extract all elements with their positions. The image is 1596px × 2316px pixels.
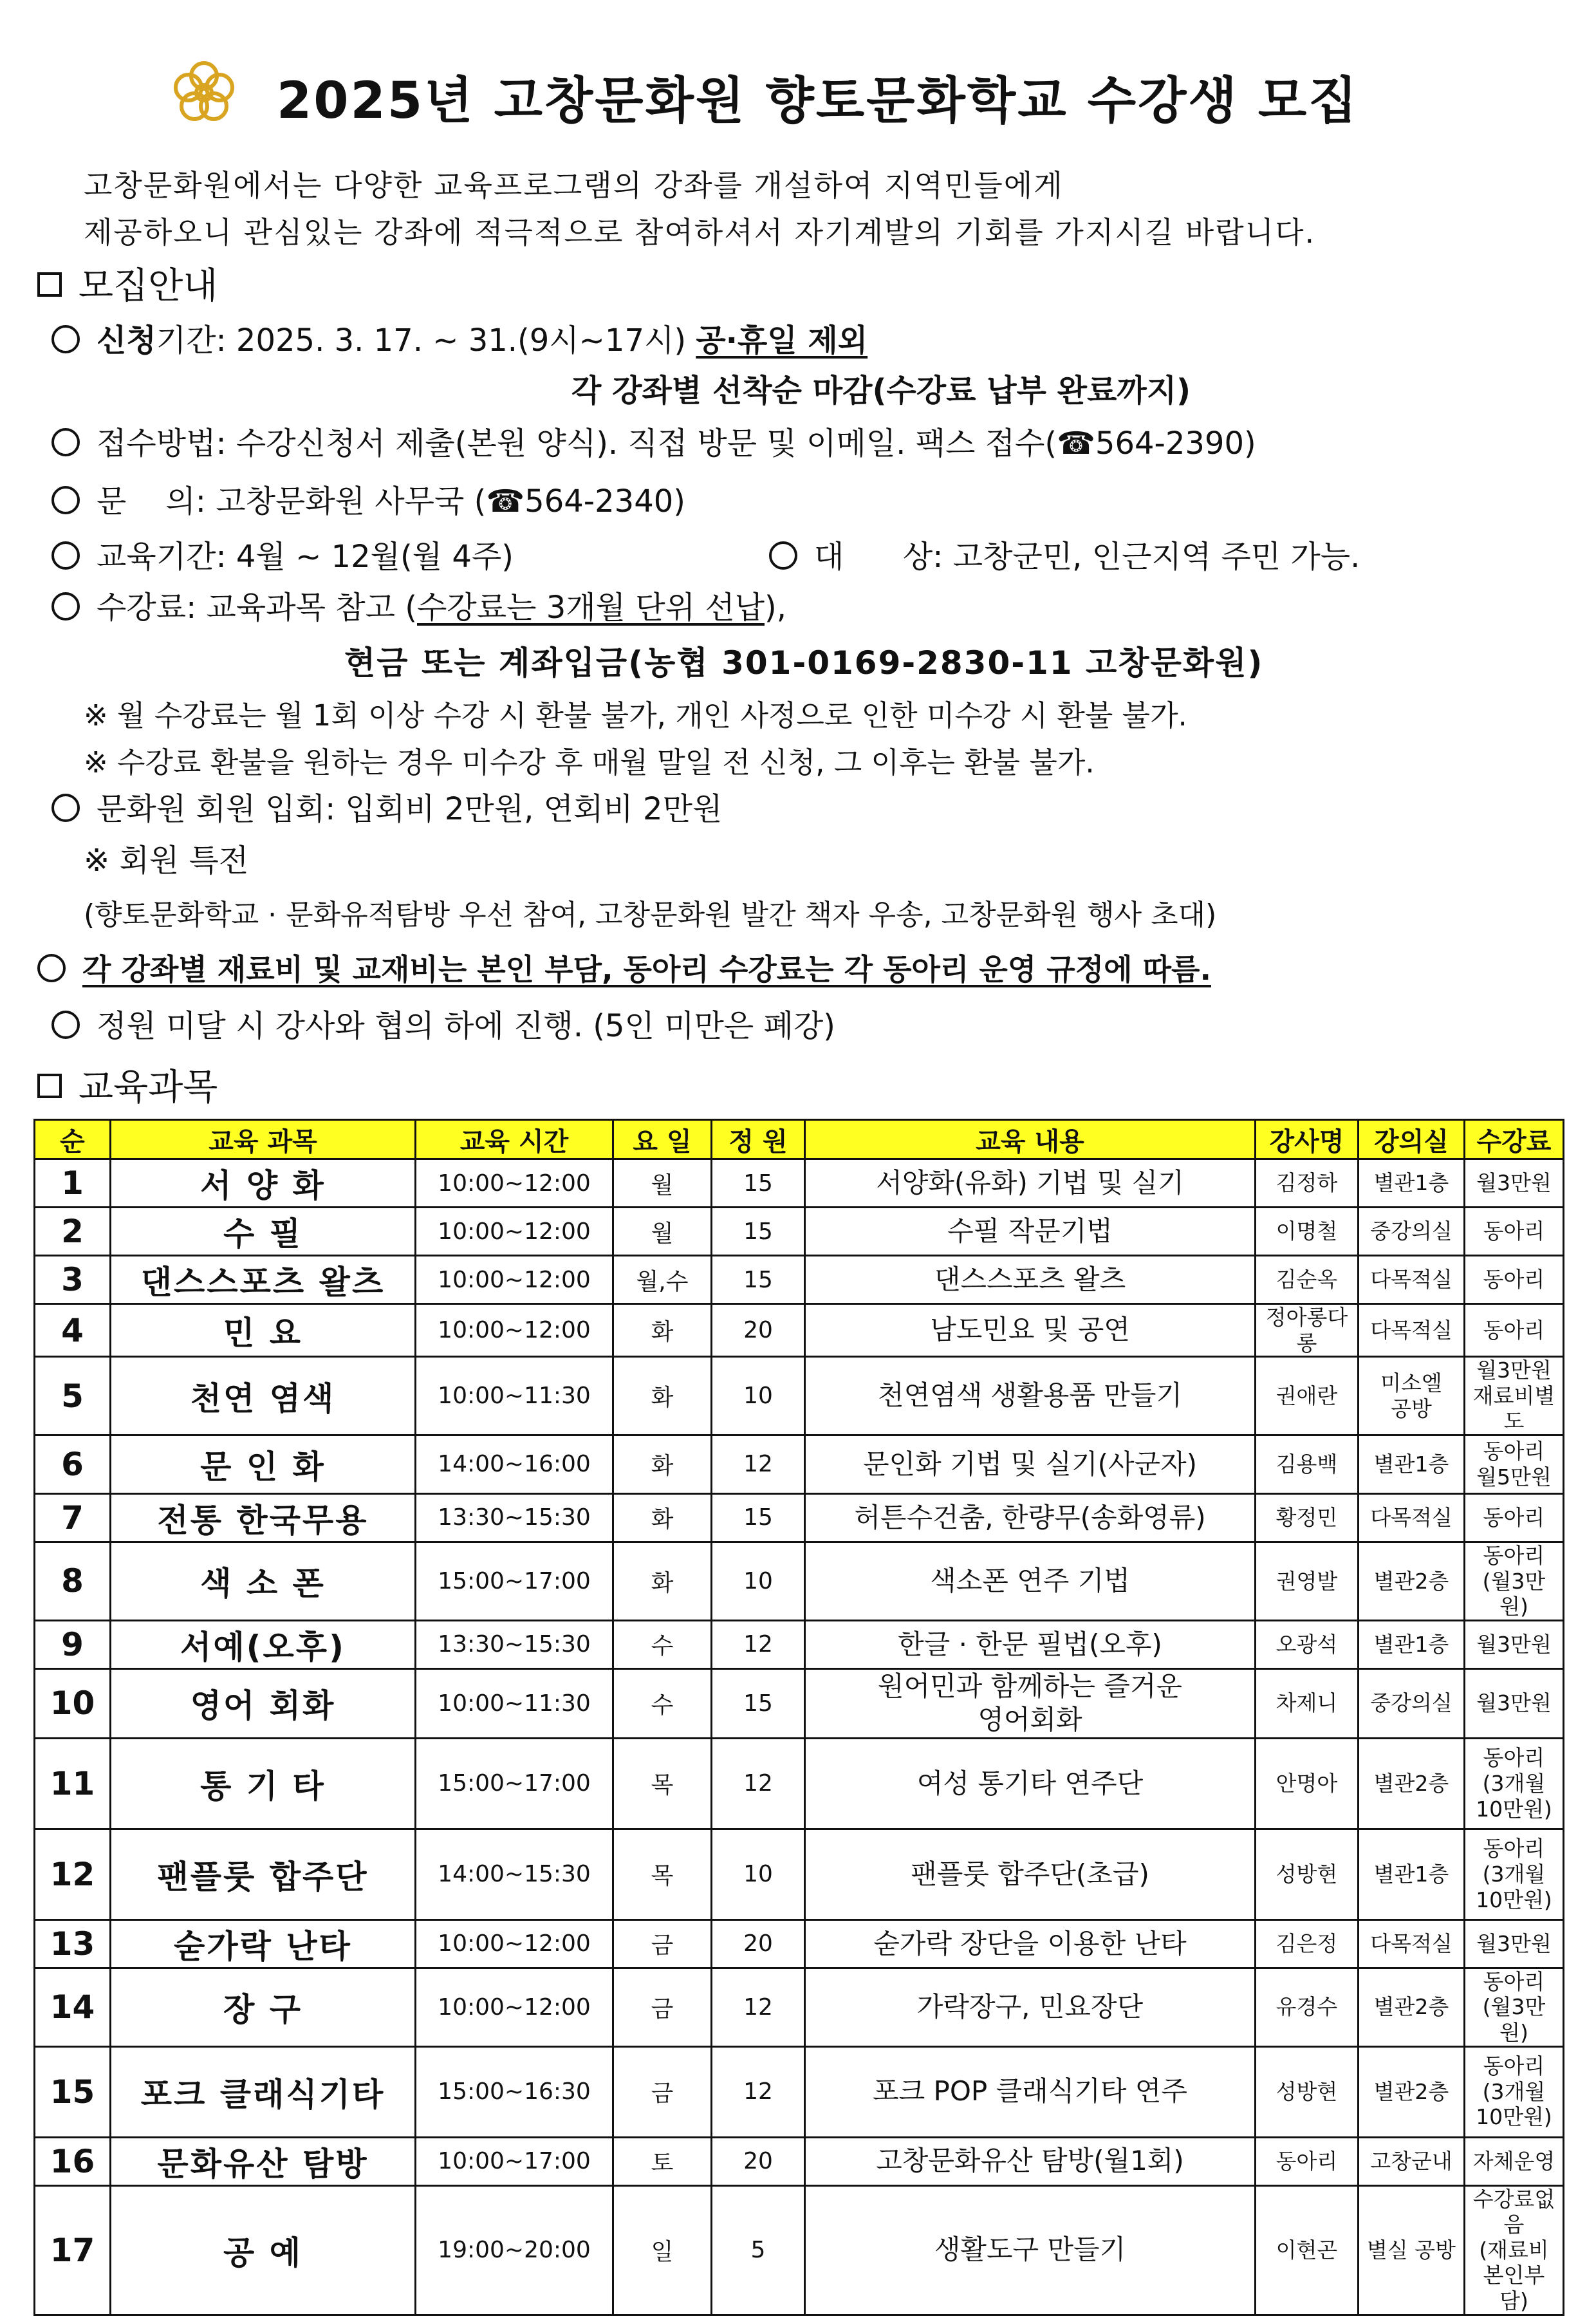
- cell-room: 별관2층: [1359, 1738, 1465, 1829]
- cell-day: 월: [613, 1208, 712, 1256]
- cell-time: 15:00~16:30: [416, 2046, 613, 2137]
- minimum-enrollment-line: 정원 미달 시 강사와 협의 하에 진행. (5인 미만은 폐강): [51, 1001, 835, 1045]
- refund-note-1: ※ 월 수강료는 월 1회 이상 수강 시 환불 불가, 개인 사정으로 인한 미수강 시 환불 불가.: [84, 698, 1187, 733]
- cell-day: 화: [613, 1357, 712, 1435]
- table-row: [35, 1668, 1564, 1738]
- cell-capacity: 15: [712, 1668, 805, 1738]
- cell-fee: 월3만원 재료비별도: [1465, 1357, 1564, 1435]
- cell-capacity: 15: [712, 1208, 805, 1256]
- cell-fee: 동아리 (월3만원): [1465, 1968, 1564, 2046]
- circle-bullet-icon: [37, 954, 66, 982]
- cultural-center-logo-icon: [169, 57, 239, 127]
- intro-line-2: 제공하오니 관심있는 강좌에 적극적으로 참여하셔서 자기계발의 기회를 가지시길 바랍니다.: [84, 215, 1316, 250]
- cell-time: 19:00~20:00: [416, 2185, 613, 2315]
- table-row: [35, 2185, 1564, 2315]
- cell-teacher: 이명철: [1256, 1208, 1359, 1256]
- cell-content: 서양화(유화) 기법 및 실기: [805, 1159, 1256, 1208]
- cell-teacher: 황정민: [1256, 1493, 1359, 1542]
- cell-capacity: 12: [712, 1620, 805, 1668]
- apply-deadline-text: 각 강좌별 선착순 마감(수강료 납부 완료까지): [571, 373, 1191, 409]
- cell-teacher: 김순옥: [1256, 1256, 1359, 1304]
- cell-content: 가락장구, 민요장단: [805, 1968, 1256, 2046]
- cell-capacity: 5: [712, 2185, 805, 2315]
- refund-note-2: ※ 수강료 환불을 원하는 경우 미수강 후 매월 말일 전 신청, 그 이후는 환불 불가.: [84, 745, 1095, 780]
- cell-time: 10:00~12:00: [416, 1256, 613, 1304]
- cell-time: 10:00~12:00: [416, 1968, 613, 2046]
- cell-time: 14:00~15:30: [416, 1829, 613, 1919]
- cell-no: 5: [35, 1357, 111, 1435]
- cell-teacher: 정아롱다롱: [1256, 1304, 1359, 1357]
- cell-content: 고창문화유산 탐방(월1회): [805, 2137, 1256, 2185]
- cell-no: 13: [35, 1919, 111, 1968]
- cell-teacher: 유경수: [1256, 1968, 1359, 2046]
- cell-time: 13:30~15:30: [416, 1620, 613, 1668]
- header-no: 순: [35, 1120, 111, 1159]
- cell-teacher: 성방현: [1256, 2046, 1359, 2137]
- materials-cost-line: 각 강좌별 재료비 및 교재비는 본인 부담, 동아리 수강료는 각 동아리 운영 규정에 따름.: [37, 946, 1211, 989]
- cell-time: 15:00~17:00: [416, 1738, 613, 1829]
- cell-capacity: 20: [712, 1919, 805, 1968]
- circle-bullet-icon: [51, 794, 80, 822]
- cell-day: 화: [613, 1542, 712, 1620]
- cell-no: 11: [35, 1738, 111, 1829]
- cell-capacity: 15: [712, 1256, 805, 1304]
- cell-day: 일: [613, 2185, 712, 2315]
- table-row: [35, 1435, 1564, 1493]
- cell-day: 금: [613, 1919, 712, 1968]
- cell-day: 토: [613, 2137, 712, 2185]
- cell-no: 3: [35, 1256, 111, 1304]
- table-row: [35, 1208, 1564, 1256]
- cell-no: 17: [35, 2185, 111, 2315]
- cell-teacher: 오광석: [1256, 1620, 1359, 1668]
- cell-content: 생활도구 만들기: [805, 2185, 1256, 2315]
- cell-time: 10:00~12:00: [416, 1304, 613, 1357]
- course-table: [33, 1119, 1564, 2316]
- cell-capacity: 12: [712, 1435, 805, 1493]
- cell-course-name: 문 인 화: [111, 1435, 416, 1493]
- cell-room: 별관2층: [1359, 1968, 1465, 2046]
- cell-fee: 동아리: [1465, 1304, 1564, 1357]
- membership-line: 문화원 회원 입회: 입회비 2만원, 연회비 2만원: [51, 784, 722, 828]
- payment-account-text: 현금 또는 계좌입금(농협 301-0169-2830-11 고창문화원): [344, 644, 1264, 682]
- header-day: 요 일: [613, 1120, 712, 1159]
- cell-fee: 동아리: [1465, 1256, 1564, 1304]
- cell-capacity: 10: [712, 1542, 805, 1620]
- cell-no: 14: [35, 1968, 111, 2046]
- target-line: 대 상: 고창군민, 인근지역 주민 가능.: [769, 532, 1360, 576]
- cell-content: 한글 · 한문 필법(오후): [805, 1620, 1256, 1668]
- cell-capacity: 10: [712, 1357, 805, 1435]
- header-teacher: 강사명: [1256, 1120, 1359, 1159]
- cell-capacity: 20: [712, 2137, 805, 2185]
- education-period-line: 교육기간: 4월 ~ 12월(월 4주): [51, 532, 514, 576]
- cell-course-name: 서예(오후): [111, 1620, 416, 1668]
- cell-time: 14:00~16:00: [416, 1435, 613, 1493]
- header-capacity: 정 원: [712, 1120, 805, 1159]
- cell-teacher: 차제니: [1256, 1668, 1359, 1738]
- apply-period-line: [51, 315, 868, 360]
- cell-course-name: 색 소 폰: [111, 1542, 416, 1620]
- cell-fee: 동아리 (3개월 10만원): [1465, 1829, 1564, 1919]
- cell-capacity: 15: [712, 1493, 805, 1542]
- inquiry-line: 문 의: 고창문화원 사무국 (☎564-2340): [51, 476, 685, 521]
- section-courses-heading: 교육과목: [37, 1059, 218, 1110]
- cell-fee: 자체운영: [1465, 2137, 1564, 2185]
- cell-fee: 월3만원: [1465, 1620, 1564, 1668]
- cell-content: 원어민과 함께하는 즐거운 영어회화: [805, 1668, 1256, 1738]
- table-row: [35, 1493, 1564, 1542]
- cell-day: 목: [613, 1738, 712, 1829]
- cell-no: 10: [35, 1668, 111, 1738]
- cell-day: 목: [613, 1829, 712, 1919]
- cell-room: 별관1층: [1359, 1159, 1465, 1208]
- member-benefit-title: ※ 회원 특전: [84, 843, 249, 879]
- cell-no: 4: [35, 1304, 111, 1357]
- cell-teacher: 권애란: [1256, 1357, 1359, 1435]
- cell-teacher: 김정하: [1256, 1159, 1359, 1208]
- cell-content: 팬플룻 합주단(초급): [805, 1829, 1256, 1919]
- tuition-line: 수강료: 교육과목 참고 (수강료는 3개월 단위 선납),: [51, 583, 786, 627]
- cell-fee: 월3만원: [1465, 1668, 1564, 1738]
- cell-content: 댄스스포츠 왈츠: [805, 1256, 1256, 1304]
- cell-day: 월,수: [613, 1256, 712, 1304]
- table-row: [35, 1304, 1564, 1357]
- table-row: [35, 2137, 1564, 2185]
- table-row: [35, 1159, 1564, 1208]
- cell-content: 숟가락 장단을 이용한 난타: [805, 1919, 1256, 1968]
- cell-course-name: 포크 클래식기타: [111, 2046, 416, 2137]
- cell-teacher: 이현곤: [1256, 2185, 1359, 2315]
- cell-course-name: 공 예: [111, 2185, 416, 2315]
- cell-content: 포크 POP 클래식기타 연주: [805, 2046, 1256, 2137]
- cell-day: 월: [613, 1159, 712, 1208]
- cell-room: 다목적실: [1359, 1304, 1465, 1357]
- table-row: [35, 1919, 1564, 1968]
- apply-holiday-text: 공·휴일 제외: [696, 322, 868, 359]
- cell-teacher: 동아리: [1256, 2137, 1359, 2185]
- cell-fee: 동아리 월5만원: [1465, 1435, 1564, 1493]
- title-row: [0, 57, 1596, 147]
- cell-course-name: 통 기 타: [111, 1738, 416, 1829]
- cell-course-name: 댄스스포츠 왈츠: [111, 1256, 416, 1304]
- table-row: [35, 1738, 1564, 1829]
- cell-teacher: 성방현: [1256, 1829, 1359, 1919]
- cell-content: 허튼수건춤, 한량무(송화영류): [805, 1493, 1256, 1542]
- apply-label: 신청: [97, 322, 156, 359]
- circle-bullet-icon: [51, 1011, 80, 1039]
- intro-line-1: 고창문화원에서는 다양한 교육프로그램의 강좌를 개설하여 지역민들에게: [84, 168, 1064, 203]
- cell-course-name: 민 요: [111, 1304, 416, 1357]
- cell-capacity: 15: [712, 1159, 805, 1208]
- cell-content: 남도민요 및 공연: [805, 1304, 1256, 1357]
- cell-content: 수필 작문기법: [805, 1208, 1256, 1256]
- cell-capacity: 20: [712, 1304, 805, 1357]
- cell-course-name: 문화유산 탐방: [111, 2137, 416, 2185]
- cell-day: 금: [613, 1968, 712, 2046]
- cell-content: 여성 통기타 연주단: [805, 1738, 1256, 1829]
- cell-no: 8: [35, 1542, 111, 1620]
- square-bullet-icon: [37, 272, 62, 297]
- cell-time: 10:00~12:00: [416, 1159, 613, 1208]
- cell-day: 화: [613, 1493, 712, 1542]
- cell-fee: 월3만원: [1465, 1159, 1564, 1208]
- cell-fee: 동아리 (3개월 10만원): [1465, 1738, 1564, 1829]
- cell-time: 10:00~12:00: [416, 1208, 613, 1256]
- cell-fee: 동아리: [1465, 1493, 1564, 1542]
- cell-course-name: 수 필: [111, 1208, 416, 1256]
- cell-teacher: 김용백: [1256, 1435, 1359, 1493]
- cell-time: 13:30~15:30: [416, 1493, 613, 1542]
- member-benefit-text: (향토문화학교 · 문화유적탐방 우선 참여, 고창문화원 발간 책자 우송, 고창문화원 행사 초대): [84, 899, 1217, 931]
- cell-teacher: 권영발: [1256, 1542, 1359, 1620]
- cell-no: 2: [35, 1208, 111, 1256]
- cell-no: 6: [35, 1435, 111, 1493]
- cell-teacher: 김은정: [1256, 1919, 1359, 1968]
- cell-content: 문인화 기법 및 실기(사군자): [805, 1435, 1256, 1493]
- cell-no: 16: [35, 2137, 111, 2185]
- table-row: [35, 1620, 1564, 1668]
- cell-time: 10:00~12:00: [416, 1919, 613, 1968]
- cell-no: 9: [35, 1620, 111, 1668]
- table-row: [35, 1829, 1564, 1919]
- circle-bullet-icon: [769, 541, 797, 570]
- cell-time: 10:00~17:00: [416, 2137, 613, 2185]
- cell-course-name: 장 구: [111, 1968, 416, 2046]
- table-row: [35, 1256, 1564, 1304]
- cell-course-name: 팬플룻 합주단: [111, 1829, 416, 1919]
- cell-content: 천연염색 생활용품 만들기: [805, 1357, 1256, 1435]
- cell-room: 중강의실: [1359, 1208, 1465, 1256]
- cell-no: 7: [35, 1493, 111, 1542]
- cell-capacity: 12: [712, 2046, 805, 2137]
- header-fee: 수강료: [1465, 1120, 1564, 1159]
- table-row: [35, 2046, 1564, 2137]
- cell-day: 수: [613, 1668, 712, 1738]
- cell-day: 화: [613, 1435, 712, 1493]
- cell-room: 별관2층: [1359, 2046, 1465, 2137]
- cell-room: 다목적실: [1359, 1919, 1465, 1968]
- cell-capacity: 12: [712, 1738, 805, 1829]
- cell-course-name: 숟가락 난타: [111, 1919, 416, 1968]
- table-row: [35, 1357, 1564, 1435]
- cell-content: 색소폰 연주 기법: [805, 1542, 1256, 1620]
- cell-room: 다목적실: [1359, 1256, 1465, 1304]
- cell-room: 미소엘 공방: [1359, 1357, 1465, 1435]
- cell-no: 12: [35, 1829, 111, 1919]
- table-header-row: [35, 1120, 1564, 1159]
- cell-course-name: 천연 염색: [111, 1357, 416, 1435]
- cell-room: 별관1층: [1359, 1435, 1465, 1493]
- cell-room: 별관1층: [1359, 1620, 1465, 1668]
- square-bullet-icon: [37, 1074, 62, 1098]
- cell-time: 15:00~17:00: [416, 1542, 613, 1620]
- cell-no: 1: [35, 1159, 111, 1208]
- table-row: [35, 1968, 1564, 2046]
- header-course: 교육 과목: [111, 1120, 416, 1159]
- apply-period-text: 기간: 2025. 3. 17. ~ 31.(9시~17시): [156, 322, 696, 359]
- cell-time: 10:00~11:30: [416, 1357, 613, 1435]
- cell-room: 별관2층: [1359, 1542, 1465, 1620]
- cell-course-name: 전통 한국무용: [111, 1493, 416, 1542]
- cell-capacity: 12: [712, 1968, 805, 2046]
- page-title: 2025년 고창문화원 향토문화학교 수강생 모집: [277, 72, 1359, 130]
- cell-room: 고창군내: [1359, 2137, 1465, 2185]
- cell-teacher: 안명아: [1256, 1738, 1359, 1829]
- cell-room: 별실 공방: [1359, 2185, 1465, 2315]
- cell-day: 화: [613, 1304, 712, 1357]
- cell-room: 별관1층: [1359, 1829, 1465, 1919]
- receipt-method-line: 접수방법: 수강신청서 제출(본원 양식). 직접 방문 및 이메일. 팩스 접수(☎564-2390): [51, 418, 1256, 463]
- cell-fee: 월3만원: [1465, 1919, 1564, 1968]
- circle-bullet-icon: [51, 592, 80, 621]
- cell-course-name: 영어 회화: [111, 1668, 416, 1738]
- circle-bullet-icon: [51, 325, 80, 353]
- circle-bullet-icon: [51, 428, 80, 456]
- cell-day: 수: [613, 1620, 712, 1668]
- circle-bullet-icon: [51, 486, 80, 514]
- table-row: [35, 1542, 1564, 1620]
- section-recruitment-heading: 모집안내: [37, 257, 218, 309]
- cell-room: 중강의실: [1359, 1668, 1465, 1738]
- cell-fee: 수강료없음 (재료비 본인부담): [1465, 2185, 1564, 2315]
- cell-no: 15: [35, 2046, 111, 2137]
- cell-fee: 동아리: [1465, 1208, 1564, 1256]
- header-room: 강의실: [1359, 1120, 1465, 1159]
- cell-fee: 동아리 (3개월 10만원): [1465, 2046, 1564, 2137]
- cell-capacity: 10: [712, 1829, 805, 1919]
- cell-day: 금: [613, 2046, 712, 2137]
- cell-room: 다목적실: [1359, 1493, 1465, 1542]
- cell-course-name: 서 양 화: [111, 1159, 416, 1208]
- header-time: 교육 시간: [416, 1120, 613, 1159]
- cell-time: 10:00~11:30: [416, 1668, 613, 1738]
- circle-bullet-icon: [51, 541, 80, 570]
- header-content: 교육 내용: [805, 1120, 1256, 1159]
- cell-fee: 동아리 (월3만원): [1465, 1542, 1564, 1620]
